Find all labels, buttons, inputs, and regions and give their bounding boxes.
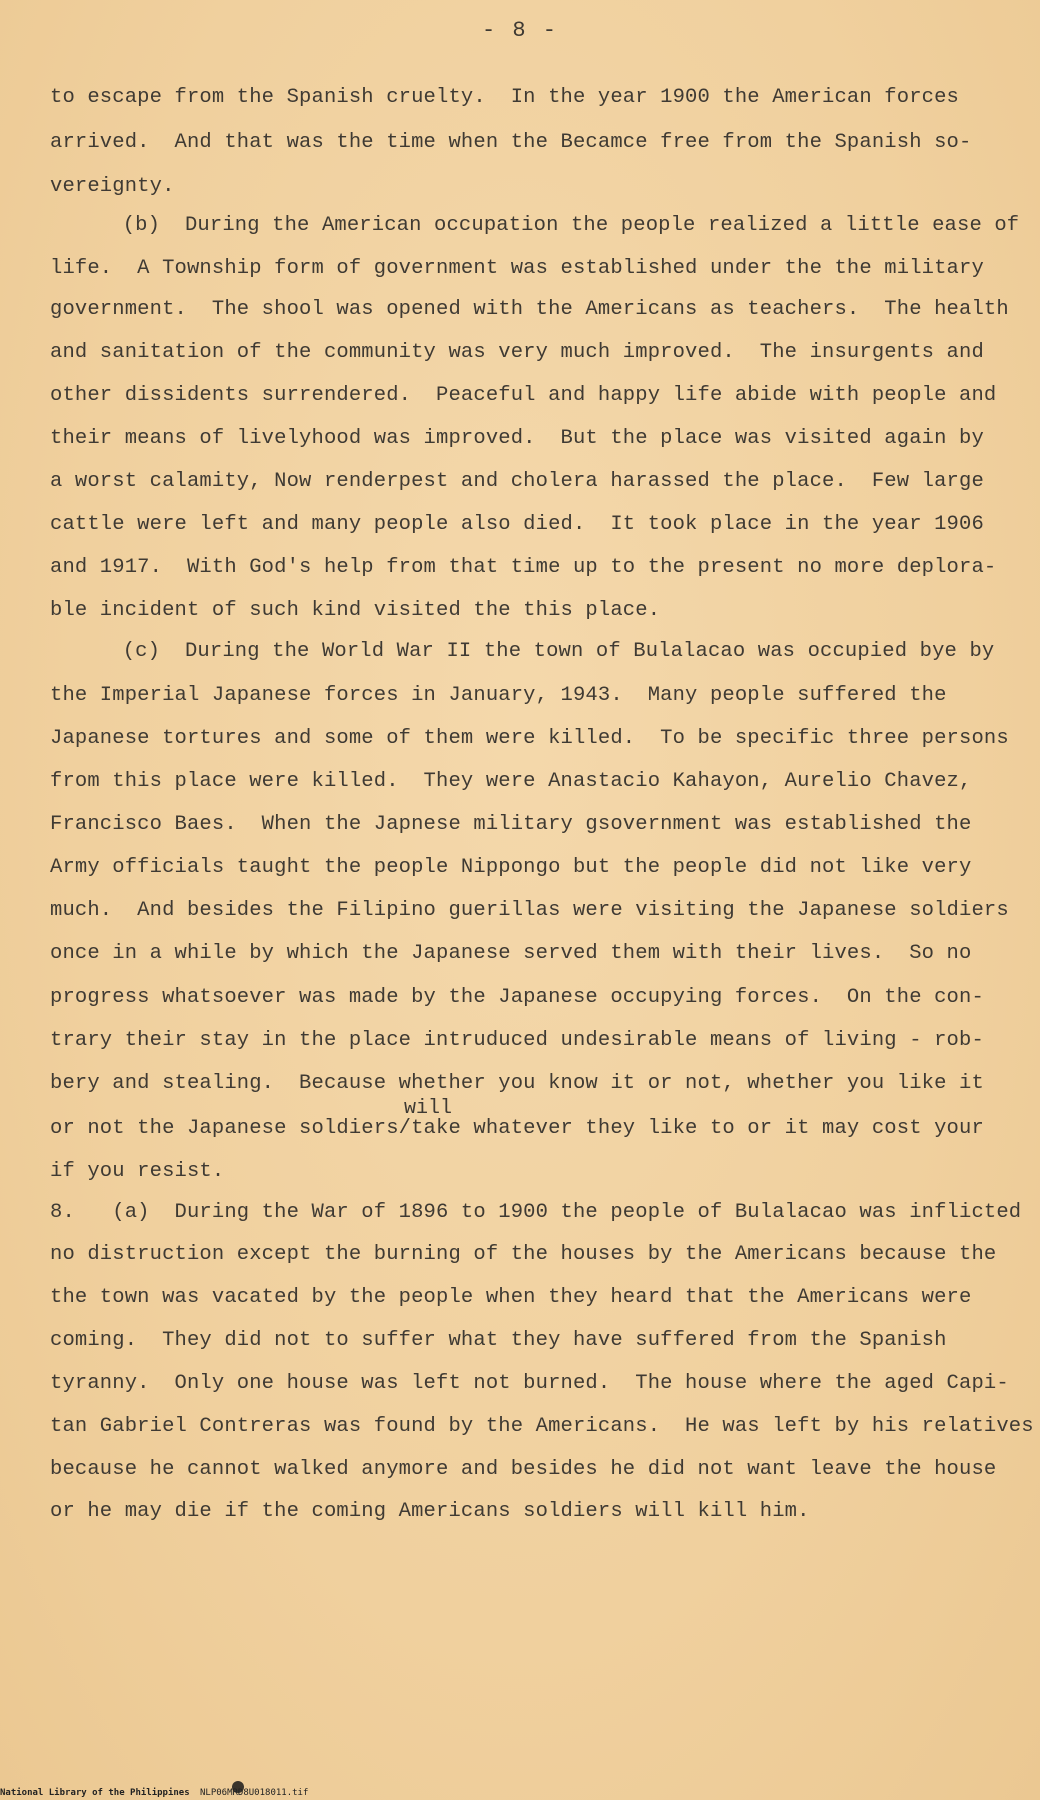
text-line: the town was vacated by the people when they heard that the Americans were [50,1286,972,1309]
text-line: government. The shool was opened with the Americans as teachers. The health [50,298,1009,321]
text-line: Francisco Baes. When the Japnese military gsovernment was established the [50,813,972,836]
text-line: or not the Japanese soldiers/take whatever they like to or it may cost your [50,1117,984,1140]
footer-filename: NLP06MRD8U018011.tif [200,1788,309,1798]
handwritten-insertion: will [404,1097,453,1120]
text-line: to escape from the Spanish cruelty. In the year 1900 the American forces [50,86,959,109]
text-line: other dissidents surrendered. Peaceful and happy life abide with people and [50,384,997,407]
text-line: vereignty. [50,175,175,198]
text-line: bery and stealing. Because whether you know it or not, whether you like it [50,1072,984,1095]
text-line: ble incident of such kind visited the this place. [50,599,661,622]
text-line: or he may die if the coming Americans soldiers will kill him. [50,1500,810,1523]
text-line: progress whatsoever was made by the Japanese occupying forces. On the con- [50,986,984,1009]
text-line: (b) During the American occupation the people realized a little ease of [48,214,1020,237]
text-line: Army officials taught the people Nippongo but the people did not like very [50,856,972,879]
text-line: the Imperial Japanese forces in January, 1943. Many people suffered the [50,684,947,707]
text-line: no distruction except the burning of the houses by the Americans because the [50,1243,997,1266]
text-line: trary their stay in the place intruduced undesirable means of living - rob- [50,1029,984,1052]
footer-library: National Library of the Philippines [0,1788,190,1798]
text-line: if you resist. [50,1160,225,1183]
text-line: their means of livelyhood was improved. But the place was visited again by [50,427,984,450]
text-line: 8. (a) During the War of 1896 to 1900 the people of Bulalacao was inflicted [50,1201,1022,1224]
text-line: much. And besides the Filipino guerillas were visiting the Japanese soldiers [50,899,1009,922]
text-line: Japanese tortures and some of them were killed. To be specific three persons [50,727,1009,750]
text-line: and sanitation of the community was very much improved. The insurgents and [50,341,984,364]
text-line: cattle were left and many people also died. It took place in the year 1906 [50,513,984,536]
text-line: tan Gabriel Contreras was found by the Americans. He was left by his relatives [50,1415,1034,1438]
text-line: because he cannot walked anymore and besides he did not want leave the house [50,1458,997,1481]
text-line: arrived. And that was the time when the Becamce free from the Spanish so- [50,131,972,154]
text-line: coming. They did not to suffer what they have suffered from the Spanish [50,1329,947,1352]
text-line: life. A Township form of government was established under the the military [50,257,984,280]
page-number: - 8 - [481,18,558,43]
text-line: from this place were killed. They were Anastacio Kahayon, Aurelio Chavez, [50,770,972,793]
text-line: a worst calamity, Now renderpest and cholera harassed the place. Few large [50,470,984,493]
text-line: (c) During the World War II the town of Bulalacao was occupied bye by [48,640,995,663]
text-line: once in a while by which the Japanese served them with their lives. So no [50,942,972,965]
text-line: and 1917. With God's help from that time up to the present no more deplora- [50,556,997,579]
text-line: tyranny. Only one house was left not burned. The house where the aged Capi- [50,1372,1009,1395]
